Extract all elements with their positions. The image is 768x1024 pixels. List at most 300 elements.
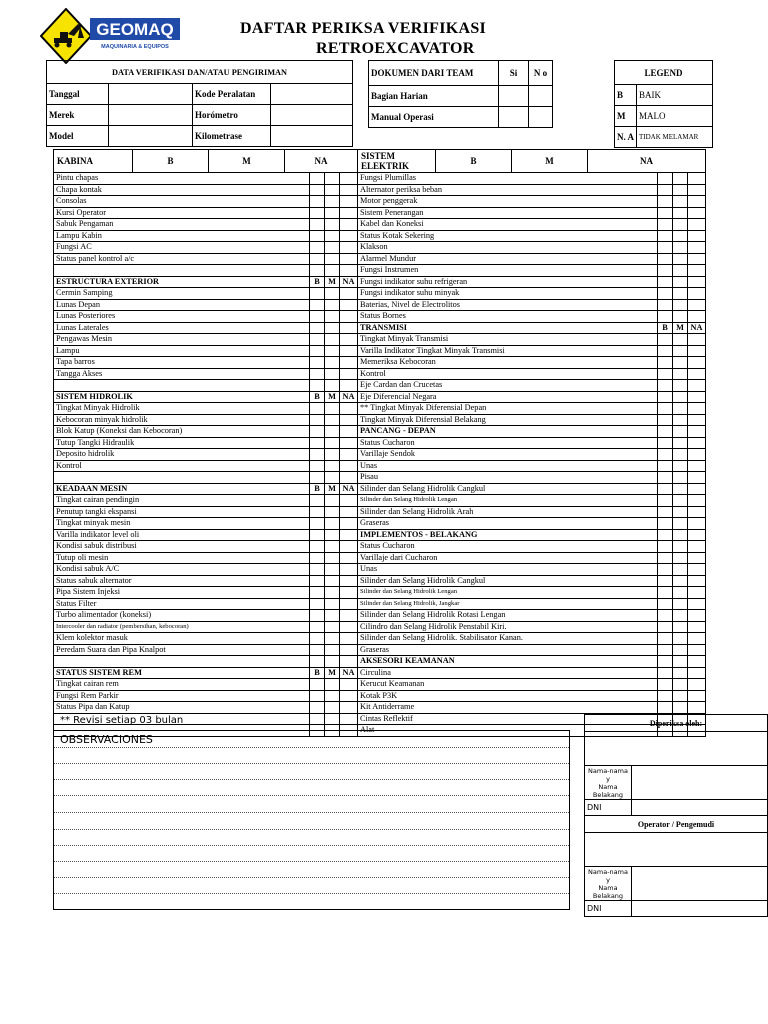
check-m-cell[interactable] <box>325 311 340 323</box>
check-m-cell[interactable] <box>325 529 340 541</box>
check-b-cell[interactable] <box>310 656 325 668</box>
check-b-cell[interactable] <box>658 506 673 518</box>
check-na-cell[interactable] <box>340 311 358 323</box>
check-na-cell[interactable] <box>340 529 358 541</box>
check-m-cell[interactable] <box>325 506 340 518</box>
check-m-cell[interactable] <box>325 518 340 530</box>
check-m-cell[interactable] <box>673 276 688 288</box>
check-na-cell[interactable] <box>340 253 358 265</box>
check-na-cell[interactable] <box>340 437 358 449</box>
check-b-cell[interactable] <box>310 621 325 633</box>
check-b-cell[interactable] <box>310 219 325 231</box>
check-na-cell[interactable] <box>688 265 706 277</box>
check-b-cell[interactable] <box>658 288 673 300</box>
check-m-cell[interactable] <box>673 368 688 380</box>
check-na-cell[interactable] <box>340 679 358 691</box>
check-na-cell[interactable] <box>340 656 358 668</box>
check-na-cell[interactable] <box>688 460 706 472</box>
check-m-cell[interactable] <box>673 598 688 610</box>
check-m-cell[interactable] <box>673 541 688 553</box>
observations-box[interactable] <box>53 730 570 910</box>
check-na-cell[interactable] <box>340 414 358 426</box>
checked-by-dni-field[interactable] <box>632 800 768 816</box>
check-b-cell[interactable] <box>658 357 673 369</box>
check-na-cell[interactable] <box>340 644 358 656</box>
check-m-cell[interactable] <box>673 173 688 185</box>
check-b-cell[interactable] <box>658 184 673 196</box>
check-m-cell[interactable] <box>673 472 688 484</box>
check-na-cell[interactable] <box>340 288 358 300</box>
check-b-cell[interactable] <box>310 357 325 369</box>
check-m-cell[interactable] <box>325 610 340 622</box>
check-na-cell[interactable] <box>688 196 706 208</box>
check-m-cell[interactable] <box>325 644 340 656</box>
check-b-cell[interactable] <box>658 587 673 599</box>
check-m-cell[interactable] <box>673 483 688 495</box>
check-m-cell[interactable] <box>325 587 340 599</box>
check-m-cell[interactable] <box>325 242 340 254</box>
check-m-cell[interactable] <box>325 403 340 415</box>
check-m-cell[interactable] <box>673 633 688 645</box>
check-m-cell[interactable] <box>673 357 688 369</box>
check-na-cell[interactable] <box>340 598 358 610</box>
check-b-cell[interactable] <box>310 587 325 599</box>
check-m-cell[interactable] <box>325 690 340 702</box>
check-m-cell[interactable] <box>673 690 688 702</box>
check-m-cell[interactable] <box>325 345 340 357</box>
observation-line <box>54 877 569 878</box>
check-na-cell[interactable] <box>688 598 706 610</box>
check-na-cell[interactable] <box>340 552 358 564</box>
check-m-cell[interactable] <box>325 656 340 668</box>
check-m-cell[interactable] <box>673 414 688 426</box>
check-b-cell[interactable] <box>658 702 673 714</box>
check-m-cell[interactable] <box>673 299 688 311</box>
check-m-cell[interactable] <box>673 564 688 576</box>
check-m-cell[interactable] <box>325 288 340 300</box>
check-b-cell[interactable] <box>658 552 673 564</box>
checklist-row <box>54 495 706 507</box>
checklist-row <box>54 173 706 185</box>
check-b-cell[interactable] <box>658 242 673 254</box>
check-na-cell[interactable] <box>340 587 358 599</box>
check-na-cell[interactable] <box>340 173 358 185</box>
check-na-cell[interactable] <box>340 345 358 357</box>
document-yes-cell[interactable] <box>499 86 529 107</box>
check-b-cell[interactable] <box>658 207 673 219</box>
check-b-cell[interactable] <box>310 713 325 725</box>
check-b-cell[interactable] <box>658 633 673 645</box>
check-na-cell[interactable] <box>688 311 706 323</box>
check-na-cell[interactable] <box>340 426 358 438</box>
check-na-cell[interactable] <box>340 621 358 633</box>
check-m-cell[interactable] <box>673 621 688 633</box>
check-m-cell[interactable] <box>325 230 340 242</box>
check-b-cell[interactable] <box>310 288 325 300</box>
check-m-cell[interactable] <box>673 460 688 472</box>
check-na-cell[interactable] <box>688 656 706 668</box>
check-b-cell[interactable] <box>658 449 673 461</box>
check-na-cell[interactable] <box>340 702 358 714</box>
check-b-cell[interactable] <box>658 656 673 668</box>
check-m-cell[interactable] <box>325 598 340 610</box>
check-m-cell[interactable] <box>325 414 340 426</box>
check-b-cell[interactable] <box>658 426 673 438</box>
check-b-cell[interactable] <box>310 253 325 265</box>
check-na-cell[interactable] <box>688 334 706 346</box>
check-m-cell[interactable] <box>673 667 688 679</box>
check-b-cell[interactable] <box>310 633 325 645</box>
check-b-cell[interactable] <box>658 299 673 311</box>
check-na-cell[interactable] <box>688 253 706 265</box>
check-m-cell[interactable] <box>673 345 688 357</box>
check-m-cell[interactable] <box>325 495 340 507</box>
check-b-cell[interactable] <box>310 334 325 346</box>
check-na-cell[interactable] <box>688 541 706 553</box>
check-b-cell[interactable] <box>310 552 325 564</box>
field-label: Tanggal <box>47 84 109 105</box>
check-m-cell[interactable] <box>673 380 688 392</box>
check-m-cell[interactable] <box>325 460 340 472</box>
check-m-cell[interactable] <box>673 575 688 587</box>
checklist-item <box>54 656 310 668</box>
check-na-cell[interactable] <box>340 184 358 196</box>
check-na-cell[interactable] <box>688 207 706 219</box>
check-m-cell[interactable] <box>325 196 340 208</box>
field-value[interactable] <box>109 126 193 147</box>
check-m-cell[interactable] <box>325 426 340 438</box>
check-b-cell[interactable] <box>310 610 325 622</box>
check-m-cell[interactable] <box>673 207 688 219</box>
check-m-cell[interactable] <box>673 449 688 461</box>
check-b-cell[interactable] <box>658 483 673 495</box>
check-b-cell[interactable] <box>310 368 325 380</box>
check-b-cell[interactable] <box>310 564 325 576</box>
check-b-cell[interactable] <box>310 690 325 702</box>
check-b-cell[interactable] <box>658 690 673 702</box>
check-m-cell[interactable] <box>673 230 688 242</box>
check-na-cell[interactable] <box>340 322 358 334</box>
check-m-cell[interactable] <box>325 219 340 231</box>
check-b-cell[interactable] <box>658 564 673 576</box>
check-na-cell[interactable] <box>688 449 706 461</box>
check-m-cell[interactable] <box>325 380 340 392</box>
field-value[interactable] <box>109 84 193 105</box>
check-m-cell[interactable] <box>325 541 340 553</box>
check-m-cell[interactable] <box>325 368 340 380</box>
check-na-cell[interactable] <box>340 299 358 311</box>
check-na-cell[interactable] <box>688 518 706 530</box>
document-yes-cell[interactable] <box>499 107 529 128</box>
check-b-cell[interactable] <box>658 276 673 288</box>
check-na-cell[interactable] <box>688 690 706 702</box>
check-b-cell[interactable] <box>658 610 673 622</box>
check-m-cell[interactable] <box>673 265 688 277</box>
check-b-cell[interactable] <box>310 506 325 518</box>
check-na-cell[interactable] <box>340 506 358 518</box>
document-no-cell[interactable] <box>529 107 553 128</box>
check-m-cell[interactable] <box>325 472 340 484</box>
check-m-cell[interactable] <box>325 357 340 369</box>
check-b-cell[interactable] <box>310 196 325 208</box>
check-na-cell[interactable] <box>340 610 358 622</box>
check-b-cell[interactable] <box>658 667 673 679</box>
check-na-cell[interactable] <box>688 483 706 495</box>
check-m-cell[interactable] <box>325 207 340 219</box>
check-m-cell[interactable] <box>325 633 340 645</box>
check-b-cell[interactable] <box>310 575 325 587</box>
check-na-cell[interactable] <box>340 219 358 231</box>
check-b-cell[interactable] <box>658 230 673 242</box>
check-b-cell[interactable] <box>658 495 673 507</box>
check-b-cell[interactable] <box>310 345 325 357</box>
check-na-cell[interactable] <box>688 610 706 622</box>
check-m-cell[interactable] <box>673 253 688 265</box>
check-m-cell[interactable] <box>673 656 688 668</box>
check-na-cell[interactable] <box>688 587 706 599</box>
check-na-cell[interactable] <box>340 564 358 576</box>
check-na-cell[interactable] <box>688 403 706 415</box>
check-b-cell[interactable] <box>658 380 673 392</box>
check-b-cell[interactable] <box>310 529 325 541</box>
check-m-cell[interactable] <box>673 334 688 346</box>
check-m-cell[interactable] <box>673 610 688 622</box>
check-m-cell[interactable] <box>673 391 688 403</box>
check-na-cell[interactable] <box>688 529 706 541</box>
check-b-cell[interactable] <box>310 207 325 219</box>
check-b-cell[interactable] <box>658 472 673 484</box>
check-na-cell[interactable] <box>688 564 706 576</box>
check-na-cell[interactable] <box>688 391 706 403</box>
check-m-cell[interactable] <box>325 265 340 277</box>
check-m-cell[interactable] <box>673 506 688 518</box>
check-na-cell[interactable] <box>340 518 358 530</box>
check-na-cell[interactable] <box>340 460 358 472</box>
check-b-cell[interactable] <box>310 184 325 196</box>
check-m-cell[interactable] <box>673 196 688 208</box>
field-value[interactable] <box>271 105 353 126</box>
check-b-cell[interactable] <box>658 196 673 208</box>
check-b-cell[interactable] <box>658 679 673 691</box>
check-na-cell[interactable] <box>688 357 706 369</box>
check-m-cell[interactable] <box>325 173 340 185</box>
check-na-cell[interactable] <box>340 357 358 369</box>
check-na-cell[interactable] <box>688 299 706 311</box>
check-na-cell[interactable] <box>340 575 358 587</box>
checklist-item: Unas <box>358 460 658 472</box>
check-b-cell[interactable] <box>310 495 325 507</box>
operator-signature[interactable] <box>585 833 768 867</box>
check-b-cell[interactable] <box>310 437 325 449</box>
check-na-cell[interactable] <box>340 334 358 346</box>
electrical-header-m: M <box>512 150 588 172</box>
check-na-cell[interactable] <box>688 173 706 185</box>
check-b-cell[interactable] <box>310 460 325 472</box>
check-b-cell[interactable] <box>310 299 325 311</box>
check-na-cell[interactable] <box>688 219 706 231</box>
check-b-cell[interactable] <box>658 575 673 587</box>
check-m-cell[interactable] <box>325 253 340 265</box>
check-na-cell[interactable] <box>340 207 358 219</box>
electrical-header-cell <box>358 150 706 173</box>
check-m-cell[interactable] <box>673 587 688 599</box>
operator-names-field[interactable] <box>632 867 768 901</box>
check-m-cell[interactable] <box>673 644 688 656</box>
check-m-cell[interactable] <box>325 679 340 691</box>
check-b-cell[interactable] <box>658 529 673 541</box>
check-b-cell[interactable] <box>658 598 673 610</box>
check-b-cell[interactable] <box>658 414 673 426</box>
check-b-cell[interactable] <box>310 541 325 553</box>
check-b-cell[interactable] <box>658 368 673 380</box>
check-m-cell[interactable] <box>325 564 340 576</box>
field-value[interactable] <box>271 126 353 147</box>
section-heading: TRANSMISI <box>358 322 658 334</box>
checklist-row <box>54 276 706 288</box>
check-b-cell[interactable] <box>310 242 325 254</box>
check-m-cell[interactable] <box>673 552 688 564</box>
check-b-cell[interactable] <box>310 644 325 656</box>
check-b-cell[interactable] <box>310 380 325 392</box>
check-na-cell[interactable] <box>340 403 358 415</box>
field-value[interactable] <box>109 105 193 126</box>
check-m-cell[interactable] <box>325 575 340 587</box>
check-na-cell[interactable] <box>688 495 706 507</box>
check-m-cell[interactable] <box>673 437 688 449</box>
check-na-cell[interactable] <box>340 541 358 553</box>
check-m-cell[interactable] <box>325 621 340 633</box>
check-na-cell[interactable] <box>688 679 706 691</box>
check-na-cell[interactable] <box>340 368 358 380</box>
check-b-cell[interactable] <box>310 472 325 484</box>
check-na-cell[interactable] <box>688 437 706 449</box>
check-b-cell[interactable] <box>310 679 325 691</box>
check-m-cell[interactable] <box>673 426 688 438</box>
check-b-cell[interactable] <box>310 322 325 334</box>
check-na-cell[interactable] <box>340 265 358 277</box>
check-m-cell[interactable] <box>673 311 688 323</box>
check-m-cell[interactable] <box>325 713 340 725</box>
check-m-cell[interactable] <box>325 702 340 714</box>
check-na-cell[interactable] <box>340 713 358 725</box>
check-na-cell[interactable] <box>340 690 358 702</box>
check-b-cell[interactable] <box>658 621 673 633</box>
check-na-cell[interactable] <box>688 242 706 254</box>
check-na-cell[interactable] <box>688 472 706 484</box>
check-m-cell[interactable] <box>325 449 340 461</box>
check-b-cell[interactable] <box>658 311 673 323</box>
check-na-cell[interactable] <box>340 230 358 242</box>
check-na-cell[interactable] <box>688 345 706 357</box>
check-na-cell[interactable] <box>340 449 358 461</box>
check-b-cell[interactable] <box>658 541 673 553</box>
check-na-cell[interactable] <box>688 368 706 380</box>
check-m-cell[interactable] <box>673 679 688 691</box>
check-m-cell[interactable] <box>673 518 688 530</box>
check-m-cell[interactable] <box>325 437 340 449</box>
check-b-cell[interactable] <box>310 426 325 438</box>
check-na-cell[interactable] <box>688 575 706 587</box>
check-b-cell[interactable] <box>310 230 325 242</box>
checked-by-names-field[interactable] <box>632 766 768 800</box>
field-value[interactable] <box>271 84 353 105</box>
check-b-cell[interactable] <box>310 702 325 714</box>
check-b-cell[interactable] <box>658 518 673 530</box>
check-b-cell[interactable] <box>658 334 673 346</box>
checklist-row <box>54 644 706 656</box>
check-b-cell[interactable] <box>310 173 325 185</box>
check-b-cell[interactable] <box>310 403 325 415</box>
check-b-cell[interactable] <box>658 644 673 656</box>
document-no-cell[interactable] <box>529 86 553 107</box>
check-b-cell[interactable] <box>658 437 673 449</box>
check-b-cell[interactable] <box>658 391 673 403</box>
check-m-cell[interactable] <box>673 242 688 254</box>
check-na-cell[interactable] <box>688 288 706 300</box>
check-na-cell[interactable] <box>688 184 706 196</box>
check-na-cell[interactable] <box>688 276 706 288</box>
check-na-cell[interactable] <box>688 426 706 438</box>
check-b-cell[interactable] <box>310 414 325 426</box>
check-na-cell[interactable] <box>340 472 358 484</box>
check-m-cell[interactable] <box>673 529 688 541</box>
column-na-header: NA <box>340 276 358 288</box>
check-m-cell[interactable] <box>325 334 340 346</box>
check-b-cell[interactable] <box>658 460 673 472</box>
check-m-cell[interactable] <box>673 403 688 415</box>
check-b-cell[interactable] <box>310 265 325 277</box>
check-b-cell[interactable] <box>310 311 325 323</box>
check-na-cell[interactable] <box>340 633 358 645</box>
check-na-cell[interactable] <box>688 380 706 392</box>
check-m-cell[interactable] <box>325 299 340 311</box>
check-m-cell[interactable] <box>673 184 688 196</box>
check-na-cell[interactable] <box>688 702 706 714</box>
check-na-cell[interactable] <box>340 242 358 254</box>
check-na-cell[interactable] <box>688 552 706 564</box>
check-na-cell[interactable] <box>340 495 358 507</box>
check-b-cell[interactable] <box>658 403 673 415</box>
check-b-cell[interactable] <box>658 265 673 277</box>
check-na-cell[interactable] <box>688 667 706 679</box>
check-na-cell[interactable] <box>688 230 706 242</box>
check-na-cell[interactable] <box>340 380 358 392</box>
operator-dni-field[interactable] <box>632 901 768 917</box>
check-b-cell[interactable] <box>658 173 673 185</box>
checked-by-signature[interactable] <box>585 732 768 766</box>
check-b-cell[interactable] <box>658 253 673 265</box>
check-m-cell[interactable] <box>673 495 688 507</box>
check-b-cell[interactable] <box>658 345 673 357</box>
check-b-cell[interactable] <box>658 219 673 231</box>
check-na-cell[interactable] <box>688 621 706 633</box>
check-na-cell[interactable] <box>688 506 706 518</box>
check-na-cell[interactable] <box>688 414 706 426</box>
check-b-cell[interactable] <box>310 598 325 610</box>
check-m-cell[interactable] <box>673 702 688 714</box>
check-m-cell[interactable] <box>673 288 688 300</box>
checklist-row <box>54 334 706 346</box>
check-m-cell[interactable] <box>673 219 688 231</box>
check-na-cell[interactable] <box>688 644 706 656</box>
check-m-cell[interactable] <box>325 322 340 334</box>
check-na-cell[interactable] <box>688 633 706 645</box>
check-m-cell[interactable] <box>325 552 340 564</box>
check-b-cell[interactable] <box>310 518 325 530</box>
check-m-cell[interactable] <box>325 184 340 196</box>
check-b-cell[interactable] <box>310 449 325 461</box>
check-na-cell[interactable] <box>340 196 358 208</box>
